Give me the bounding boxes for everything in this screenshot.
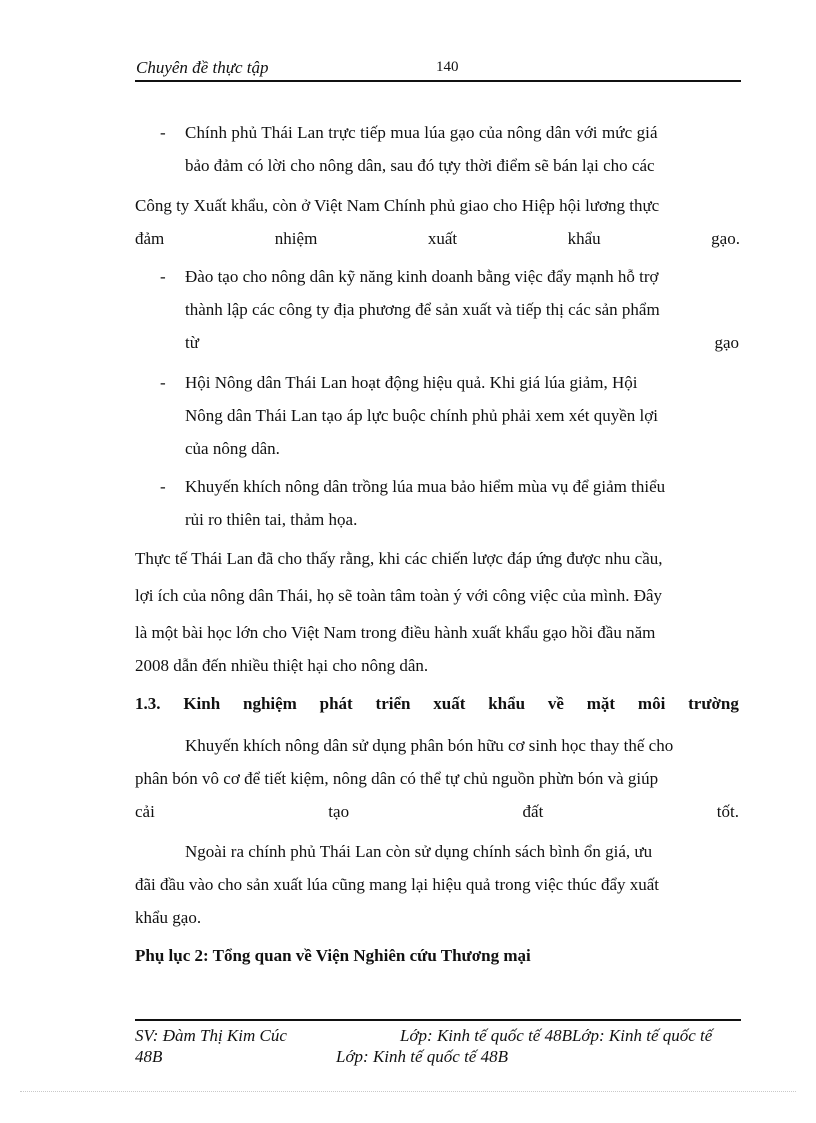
word: xuất [433, 694, 466, 713]
text-run: Chính phủ Thái Lan trực tiếp mua lúa gạo của nông dân với mức giá [185, 123, 658, 142]
word: xuất [427, 229, 458, 248]
word: tạo [328, 802, 350, 821]
word: 1.3. [135, 694, 161, 713]
continuation-line-2 [135, 228, 740, 250]
bullet-1-line-1 [185, 122, 741, 144]
section-heading-1-3 [135, 693, 739, 715]
footer-divider [135, 1019, 741, 1021]
section-1-3-p1-line-3 [135, 801, 739, 823]
word: đất [522, 802, 544, 821]
word: cải [135, 802, 155, 821]
word: triển [375, 694, 411, 713]
word: tốt. [716, 802, 739, 821]
header-divider [135, 80, 741, 82]
section-1-3-p2-line-2: đãi đầu vào cho sản xuất lúa cũng mang lại hiệu quả trong việc thúc đẩy xuất [135, 875, 660, 894]
bullet-1-line-2: bảo đảm có lời cho nông dân, sau đó tựy thời điểm sẽ bán lại cho các [185, 156, 655, 175]
bullet-4-line-2: rủi ro thiên tai, thảm họa. [185, 510, 358, 529]
section-1-3-p1-line-2: phân bón vô cơ để tiết kiệm, nông dân có thể tự chủ nguồn phừn bón và giúp [135, 769, 659, 788]
word: gạo. [711, 229, 740, 248]
footer-student-name: SV: Đàm Thị Kim Cúc [135, 1026, 287, 1045]
bullet-2-line-2: thành lập các công ty địa phương để sản xuất và tiếp thị các sản phẩm [185, 300, 660, 319]
word: trường [688, 694, 739, 713]
continuation-line-1: Công ty Xuất khẩu, còn ở Việt Nam Chính phủ giao cho Hiệp hội lương thực [135, 196, 660, 215]
footer-class-suffix: 48B [135, 1047, 163, 1066]
word: khẩu [488, 694, 526, 713]
section-1-3-p2-line-1: Ngoài ra chính phủ Thái Lan còn sử dụng chính sách bình ổn giá, ưu [185, 842, 653, 861]
bullet-dash: - [160, 477, 166, 496]
bullet-3-line-1: Hội Nông dân Thái Lan hoạt động hiệu quả. Khi giá lúa giảm, Hội [185, 373, 638, 392]
bullet-dash: - [160, 373, 166, 392]
paragraph-1-line-2: lợi ích của nông dân Thái, họ sẽ toàn tâm toàn ý với công việc của mình. Đây [135, 586, 663, 605]
bullet-4-line-1: Khuyến khích nông dân trồng lúa mua bảo hiểm mùa vụ để giảm thiểu [185, 477, 666, 496]
word: khẩu [567, 229, 601, 248]
footer-class-line-2: Lớp: Kinh tế quốc tế 48B [336, 1047, 508, 1066]
page-number: 140 [436, 59, 459, 75]
header-title: Chuyên đề thực tập [136, 58, 269, 77]
word: từ [185, 333, 199, 352]
footer-class: Lớp: Kinh tế quốc tế 48BLớp: Kinh tế quốc tế [400, 1026, 713, 1045]
word: gạo [714, 333, 739, 352]
word: nhiệm [274, 229, 318, 248]
section-1-3-p2-line-3: khẩu gạo. [135, 908, 202, 927]
section-1-3-p1-line-1: Khuyến khích nông dân sử dụng phân bón hữu cơ sinh học thay thế cho [185, 736, 674, 755]
bullet-dash: - [160, 123, 166, 142]
word: về [547, 694, 564, 713]
paragraph-1-line-3: là một bài học lớn cho Việt Nam trong điều hành xuất khẩu gạo hồi đầu năm [135, 623, 656, 642]
word: nghiệm [242, 694, 297, 713]
bullet-3-line-2: Nông dân Thái Lan tạo áp lực buộc chính phủ phải xem xét quyền lợi [185, 406, 658, 425]
appendix-heading: Phụ lục 2: Tổng quan về Viện Nghiên cứu Thương mại [135, 946, 531, 965]
bullet-2-line-1: Đào tạo cho nông dân kỹ năng kinh doanh bằng việc đẩy mạnh hỗ trợ [185, 267, 659, 286]
word: Kinh [183, 694, 221, 713]
page-bottom-border [20, 1091, 796, 1092]
bullet-3-line-3: của nông dân. [185, 439, 280, 458]
word: mặt [586, 694, 616, 713]
word: môi [637, 694, 666, 713]
word: đảm [135, 229, 165, 248]
bullet-2-line-3 [185, 332, 739, 354]
word: phát [319, 694, 353, 713]
paragraph-1-line-1: Thực tế Thái Lan đã cho thấy rằng, khi các chiến lược đáp ứng được nhu cầu, [135, 549, 663, 568]
bullet-dash: - [160, 267, 166, 286]
paragraph-1-line-4: 2008 dẫn đến nhiều thiệt hại cho nông dân. [135, 656, 429, 675]
